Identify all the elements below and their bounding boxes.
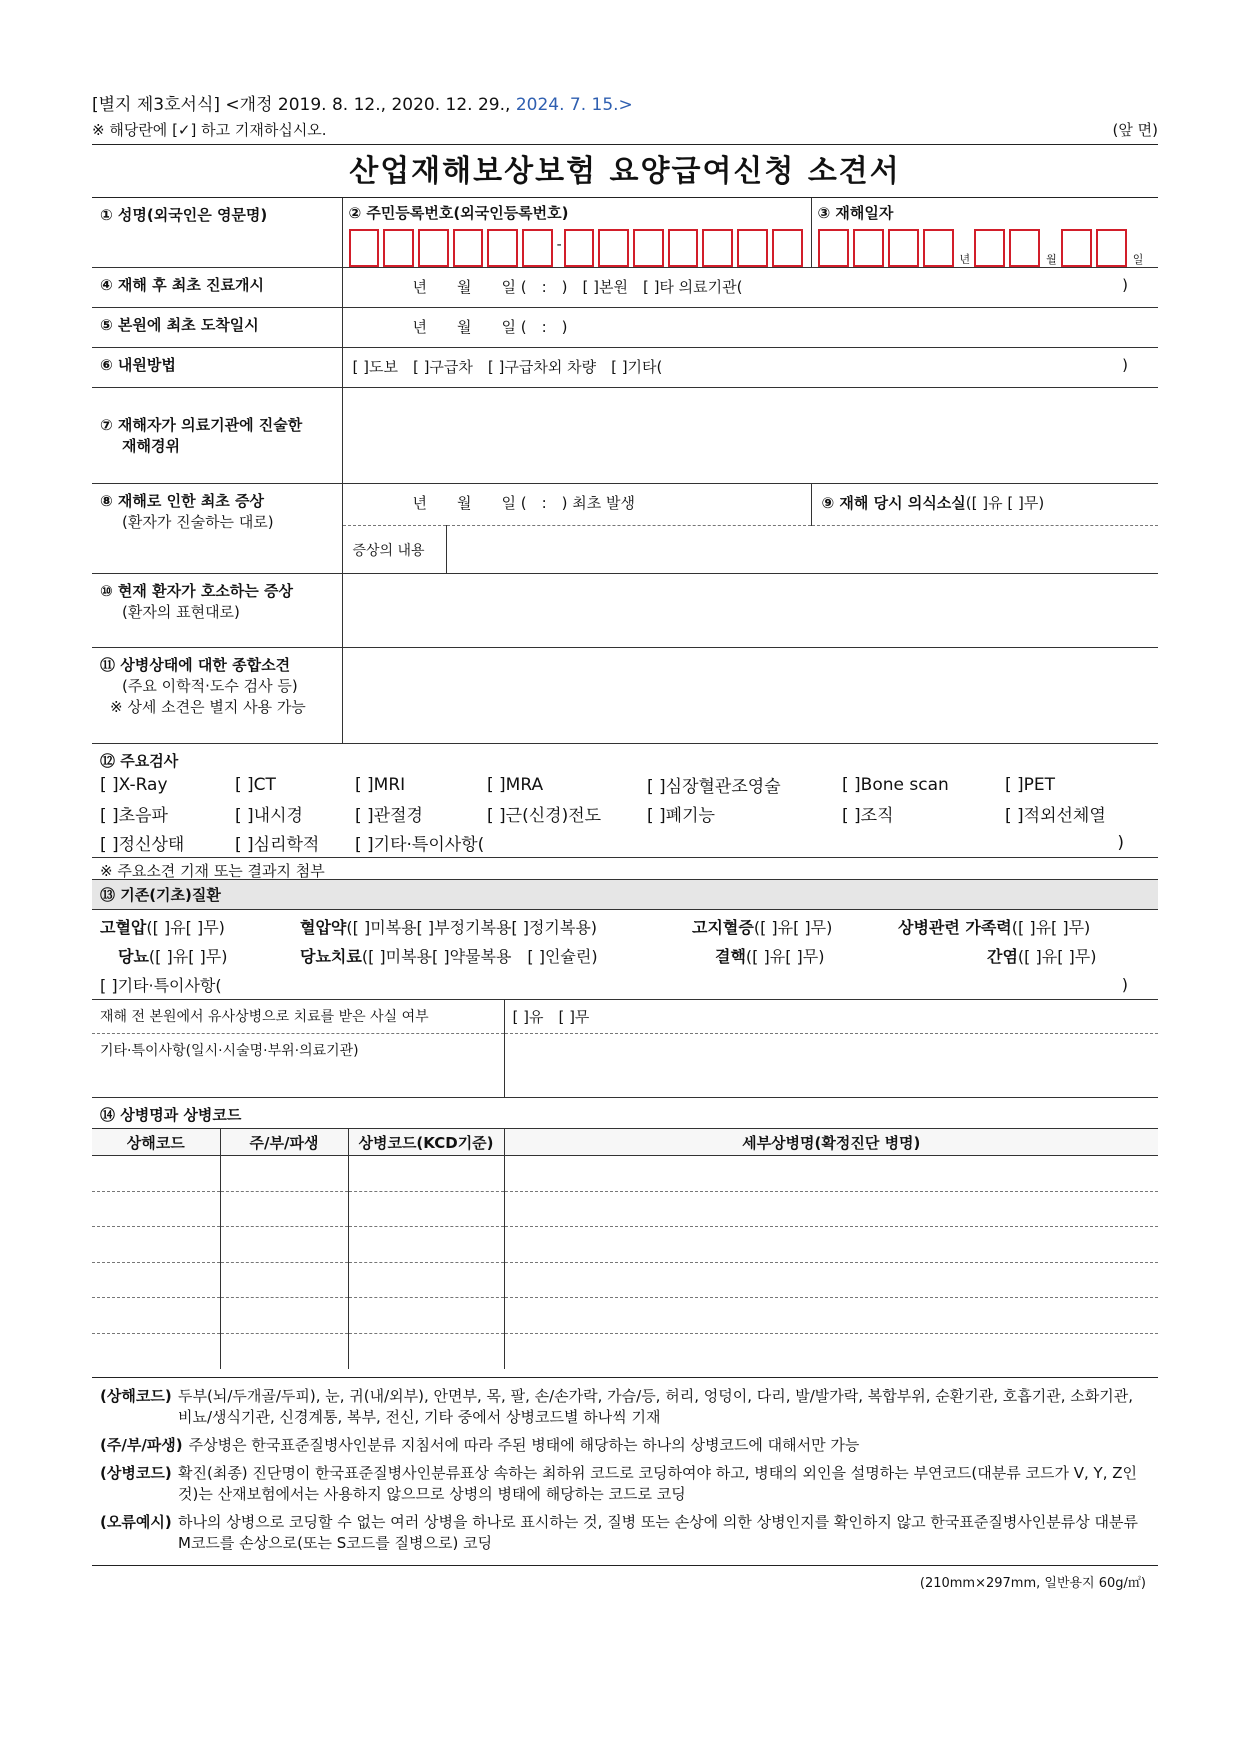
note-injury-code-text: 두부(뇌/두개골/두피), 눈, 귀(내/외부), 안면부, 목, 팔, 손/손가락, 가슴/등, 허리, 엉덩이, 다리, 발/발가락, 복합부위, 순환기관, 호흡기관, 소화기관, 비뇨/생식기관, 신경계통, 복부, 전신, 기타 중에서 상병코드별 하나씩 기재 [178, 1386, 1134, 1426]
prior-treatment-label: 재해 전 본원에서 유사상병으로 치료를 받은 사실 여부 [92, 1000, 504, 1034]
exams-note: ※ 주요소견 기재 또는 결과지 첨부 [92, 858, 1158, 880]
month-unit: 월 [1046, 253, 1057, 266]
diagnosis-col-type: 주/부/파생 [220, 1129, 348, 1156]
prior-treatment-table [92, 999, 1158, 1098]
family-history-label: 상병관련 가족력 [898, 918, 1012, 937]
digit-box[interactable] [598, 229, 629, 267]
first-symptom-label [92, 484, 342, 574]
form-instruction: ※ 해당란에 [✓] 하고 기재하십시오. [92, 121, 327, 139]
family-history-value: ([ ]유[ ]무) [1011, 918, 1091, 937]
hypertension-field[interactable] [100, 915, 300, 938]
name-field[interactable] [92, 198, 342, 268]
first-treatment-field[interactable] [342, 268, 1158, 308]
form-title: 산업재해보상보험 요양급여신청 소견서 [92, 144, 1158, 198]
exams-section [92, 744, 1158, 858]
first-treatment-label: ④ 재해 후 최초 진료개시 [92, 268, 342, 308]
page-side: (앞 면) [1112, 121, 1158, 139]
opinion-field[interactable] [342, 648, 1158, 744]
name-label: ① 성명(외국인은 영문명) [100, 206, 268, 224]
diagnosis-col-kcd: 상병코드(KCD기준) [348, 1129, 504, 1156]
diagnosis-col-injury-code: 상해코드 [92, 1129, 220, 1156]
exams-row-3 [100, 828, 1154, 857]
visit-method-end: ) [1122, 356, 1128, 374]
exam-ct[interactable]: [ ]CT [235, 774, 276, 795]
current-symptom-sub: (환자의 표현대로) [122, 603, 240, 621]
history-label [92, 388, 342, 484]
arrival-value: 년 월 일 ( : ) [412, 318, 568, 336]
exam-xray[interactable]: [ ]X-Ray [100, 774, 168, 795]
accident-date-label: ③ 재해일자 [817, 204, 894, 222]
exam-pulmonary[interactable]: [ ]폐기능 [647, 806, 715, 826]
note-type-text: 주상병은 한국표준질병사인분류 지침서에 따라 주된 병태에 해당하는 하나의 상병코드에 대해서만 가능 [188, 1435, 860, 1454]
first-treatment-value: 년 월 일 ( : ) [ ]본원 [ ]타 의료기관( [412, 278, 743, 296]
preexisting-other-end: ) [1121, 975, 1128, 994]
digit-box[interactable] [853, 229, 884, 267]
rrn-dash: - [556, 237, 562, 253]
exam-other[interactable]: [ ]기타·특이사항( [355, 835, 485, 855]
visit-method-value: [ ]도보 [ ]구급차 [ ]구급차외 차량 [ ]기타( [352, 358, 663, 376]
digit-box[interactable] [923, 229, 954, 267]
preexisting-row-3 [100, 970, 1150, 999]
arrival-field[interactable] [342, 308, 1158, 348]
first-symptom-title: ⑧ 재해로 인한 최초 증상 [100, 492, 264, 510]
digit-box[interactable] [453, 229, 484, 267]
opinion-sub2: ※ 상세 소견은 별지 사용 가능 [110, 698, 306, 716]
digit-box[interactable] [772, 229, 803, 267]
exams-title: ⑫ 주요검사 [100, 752, 179, 770]
etc-history-label: 기타·특이사항(일시·시술명·부위·의료기관) [92, 1034, 504, 1098]
first-symptom-sub: (환자가 진술하는 대로) [122, 513, 274, 531]
note-injury-code [100, 1386, 1150, 1428]
digit-box[interactable] [349, 229, 380, 267]
tuberculosis-value: ([ ]유[ ]무) [745, 947, 825, 966]
table-row[interactable] [92, 1298, 1158, 1334]
visit-method-field[interactable] [342, 348, 1158, 388]
digit-box[interactable] [1096, 229, 1127, 267]
note-disease-code-label: (상병코드) [100, 1463, 172, 1482]
table-row[interactable] [92, 1333, 1158, 1369]
arrival-label: ⑤ 본원에 최초 도착일시 [92, 308, 342, 348]
current-symptom-label [92, 574, 342, 648]
digit-box[interactable] [888, 229, 919, 267]
preexisting-section [92, 910, 1158, 999]
digit-box[interactable] [418, 229, 449, 267]
current-symptom-field[interactable] [342, 574, 1158, 648]
note-type-label: (주/부/파생) [100, 1435, 183, 1454]
etc-history-field[interactable] [504, 1034, 1158, 1098]
first-symptom-value: 년 월 일 ( : ) 최초 발생 [412, 494, 635, 512]
opinion-label [92, 648, 342, 744]
digit-box[interactable] [818, 229, 849, 267]
symptom-content-field[interactable] [446, 526, 1158, 574]
first-symptom-date[interactable] [342, 484, 811, 526]
exam-emg[interactable]: [ ]근(신경)전도 [487, 806, 602, 826]
tuberculosis-label: 결핵 [715, 947, 746, 966]
digit-box[interactable] [1061, 229, 1092, 267]
exams-row-2 [100, 799, 1154, 828]
exam-angiography[interactable]: [ ]심장혈관조영술 [647, 777, 781, 797]
preexisting-title: ⑬ 기존(기초)질환 [92, 880, 1158, 910]
current-symptom-title: ⑩ 현재 환자가 호소하는 증상 [100, 582, 293, 600]
paper-spec: (210mm×297mm, 일반용지 60g/㎡) [919, 1575, 1146, 1591]
conscious-loss-label: ⑨ 재해 당시 의식소실 [821, 494, 966, 512]
preexisting-row-2 [100, 941, 1150, 970]
form-page [92, 92, 1158, 1591]
history-label-1: ⑦ 재해자가 의료기관에 진술한 [100, 416, 303, 434]
conscious-loss-field[interactable] [811, 484, 1158, 526]
hypertension-label: 고혈압 [100, 918, 147, 937]
diagnosis-title: ⑭ 상병명과 상병코드 [100, 1106, 242, 1124]
diabetes-treatment-value: ([ ]미복용[ ]약물복용 [ ]인슐린) [361, 947, 598, 966]
digit-box[interactable] [522, 229, 553, 267]
note-disease-code [100, 1463, 1150, 1505]
hypertension-value: ([ ]유[ ]무) [146, 918, 225, 937]
note-disease-code-text: 확진(최종) 진단명이 한국표준질병사인분류표상 속하는 최하위 코드로 코딩하여야 하고, 병태의 외인을 설명하는 부연코드(대분류 코드가 V, Y, Z인 것)는 산재보험에서는 사용하지 않으므로 상병의 병태에 해당하는 코드로 코딩 [178, 1463, 1138, 1503]
hepatitis-field[interactable] [987, 944, 1096, 967]
rrn-boxes[interactable] [349, 223, 811, 267]
rrn-field [342, 198, 811, 268]
visit-method-label: ⑥ 내원방법 [92, 348, 342, 388]
history-field[interactable] [342, 388, 1158, 484]
digit-box[interactable] [633, 229, 664, 267]
diabetes-field[interactable] [100, 944, 300, 967]
opinion-sub1: (주요 이학적·도수 검사 등) [122, 677, 298, 695]
diabetes-treatment-field[interactable] [300, 944, 715, 967]
day-unit: 일 [1132, 253, 1144, 266]
tuberculosis-field[interactable] [715, 944, 987, 967]
hyperlipidemia-label: 고지혈증 [692, 918, 754, 937]
bp-medication-label: 혈압약 [300, 918, 347, 937]
diabetes-value: ([ ]유[ ]무) [148, 947, 228, 966]
bp-medication-value: ([ ]미복용[ ]부정기복용[ ]정기복용) [346, 918, 598, 937]
digit-box[interactable] [383, 229, 414, 267]
note-error-example [100, 1512, 1150, 1554]
exam-arthroscopy[interactable]: [ ]관절경 [355, 806, 423, 826]
note-injury-code-label: (상해코드) [100, 1386, 172, 1405]
diagnosis-col-detail: 세부상병명(확정진단 병명) [504, 1129, 1158, 1156]
exam-mental[interactable]: [ ]정신상태 [100, 835, 185, 855]
digit-box[interactable] [974, 229, 1005, 267]
table-row[interactable] [92, 1191, 1158, 1227]
diabetes-label: 당뇨 [118, 947, 149, 966]
exam-bone-scan[interactable]: [ ]Bone scan [842, 774, 949, 795]
exam-psychological[interactable]: [ ]심리학적 [235, 835, 320, 855]
rrn-label: ② 주민등록번호(외국인등록번호) [348, 204, 569, 222]
form-revision-date: 2024. 7. 15.> [515, 95, 633, 115]
note-error-example-label: (오류예시) [100, 1512, 172, 1531]
digit-box[interactable] [1009, 229, 1040, 267]
hyperlipidemia-value: ([ ]유[ ]무) [753, 918, 833, 937]
conscious-loss-value: ([ ]유 [ ]무) [965, 494, 1045, 512]
exam-ultrasound[interactable]: [ ]초음파 [100, 806, 168, 826]
exam-pet[interactable]: [ ]PET [1005, 774, 1056, 795]
note-type [100, 1435, 1150, 1456]
digit-box[interactable] [487, 229, 518, 267]
digit-box[interactable] [702, 229, 733, 267]
table-row[interactable] [92, 1262, 1158, 1298]
history-label-2: 재해경위 [122, 437, 180, 455]
hepatitis-label: 간염 [987, 947, 1018, 966]
note-error-example-text: 하나의 상병으로 코딩할 수 없는 여러 상병을 하나로 표시하는 것, 질병 또는 손상에 의한 상병인지를 확인하지 않고 한국표준질병사인분류상 대분류 M코드를 손상으로(또는 S코드를 질병으로) 코딩 [178, 1512, 1138, 1552]
diabetes-treatment-label: 당뇨치료 [300, 947, 362, 966]
exam-mri[interactable]: [ ]MRI [355, 774, 406, 795]
table-row[interactable] [92, 1227, 1158, 1263]
form-number-text: [별지 제3호서식] <개정 2019. 8. 12., 2020. 12. 29., [92, 95, 516, 115]
preexisting-row-1 [100, 912, 1150, 941]
prior-treatment-value[interactable]: [ ]유 [ ]무 [504, 1000, 1158, 1034]
accident-date-field [811, 198, 1158, 268]
digit-box[interactable] [668, 229, 699, 267]
hyperlipidemia-field[interactable] [692, 915, 898, 938]
opinion-title: ⑪ 상병상태에 대한 종합소견 [100, 656, 291, 674]
exam-other-end: ) [1117, 832, 1124, 853]
exams-row-1 [100, 770, 1154, 799]
coding-notes [92, 1377, 1158, 1566]
form-number [92, 92, 1158, 118]
symptom-content-label: 증상의 내용 [342, 526, 446, 574]
exam-endoscopy[interactable]: [ ]내시경 [235, 806, 303, 826]
first-treatment-end: ) [1122, 276, 1128, 294]
family-history-field[interactable] [898, 915, 1090, 938]
hepatitis-value: ([ ]유[ ]무) [1017, 947, 1097, 966]
exam-biopsy[interactable]: [ ]조직 [842, 806, 894, 826]
preexisting-other[interactable]: [ ]기타·특이사항( [100, 976, 222, 995]
exam-mra[interactable]: [ ]MRA [487, 774, 544, 795]
table-row[interactable] [92, 1156, 1158, 1192]
accident-date-boxes[interactable] [818, 223, 1159, 267]
exam-thermography[interactable]: [ ]적외선체열 [1005, 806, 1106, 826]
form-instruction-row [92, 118, 1158, 142]
digit-box[interactable] [564, 229, 595, 267]
bp-medication-field[interactable] [300, 915, 692, 938]
diagnosis-table [92, 1128, 1158, 1369]
patient-info-table [92, 198, 1158, 744]
digit-box[interactable] [737, 229, 768, 267]
year-unit: 년 [959, 253, 971, 266]
